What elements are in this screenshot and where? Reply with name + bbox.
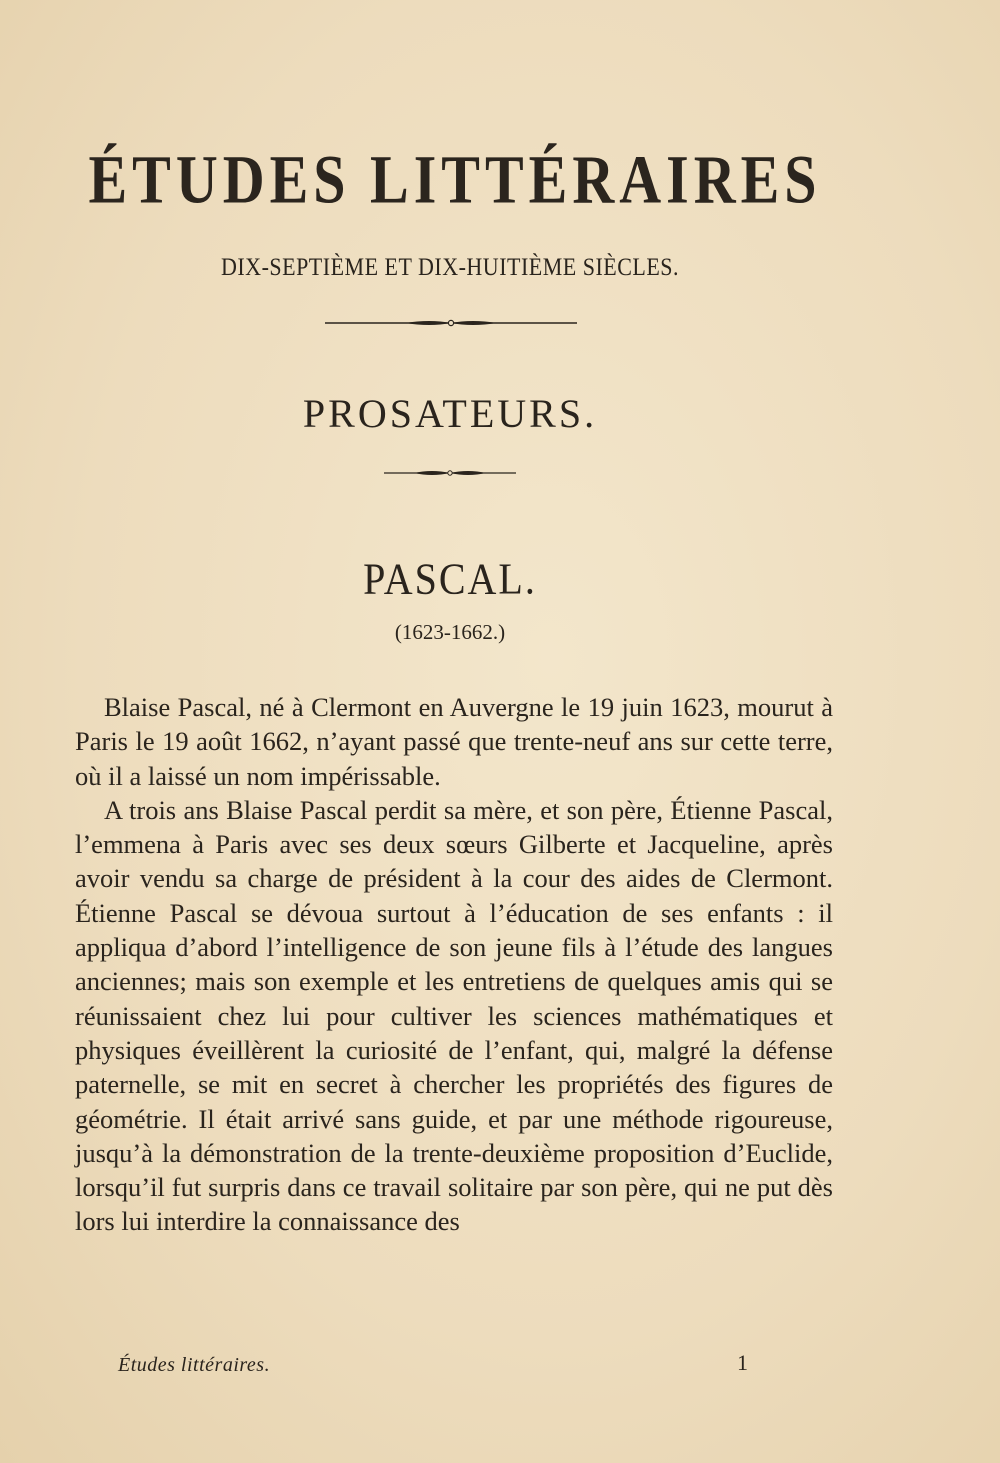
signature-mark: 1 bbox=[737, 1350, 748, 1375]
signature-title: Études littéraires. bbox=[118, 1354, 271, 1376]
body-text bbox=[75, 690, 833, 1239]
page-subtitle: DIX-SEPTIÈME ET DIX-HUITIÈME SIÈCLES. bbox=[220, 252, 680, 281]
author-heading: PASCAL. bbox=[363, 554, 537, 604]
paragraph-2: A trois ans Blaise Pascal perdit sa mère, et son père, Étienne Pascal, l’emmena à Paris avec ses deux sœurs Gilberte et Jacqueline, après avoir vendu sa charge de président à la cour des aides de Clermont. Étienne Pascal se dévoua surtout à l’éducation de ses enfants : il appliqua d’abord l’intelligence de son jeune fils à l’étude des langues anciennes; mais son exemple et les entretiens de quelques amis qui se réunissaient chez lui pour cultiver les sciences mathématiques et physiques éveillèrent la curiosité de l’enfant, qui, malgré la défense paternelle, se mit en secret à chercher les propriétés des figures de géométrie. Il était arrivé sans guide, et par une méthode rigoureuse, jusqu’à la démonstration de la trente-deuxième proposition d’Euclide, lorsqu’il fut surpris dans ce travail solitaire par son père, qui ne put dès lors lui interdire la connaissance des bbox=[75, 794, 833, 1237]
section-title: PROSATEURS. bbox=[302, 391, 598, 436]
author-dates: (1623-1662.) bbox=[394, 620, 506, 644]
ornamental-rule-middle bbox=[384, 467, 516, 479]
ornamental-rule-top bbox=[325, 316, 577, 330]
paragraph-1: Blaise Pascal, né à Clermont en Auvergne le 19 juin 1623, mourut à Paris le 19 août 1662, n’ayant passé que trente-neuf ans sur cette terre, où il a laissé un nom impérissable. bbox=[75, 692, 833, 791]
page-title: ÉTUDES LITTÉRAIRES bbox=[88, 141, 822, 218]
